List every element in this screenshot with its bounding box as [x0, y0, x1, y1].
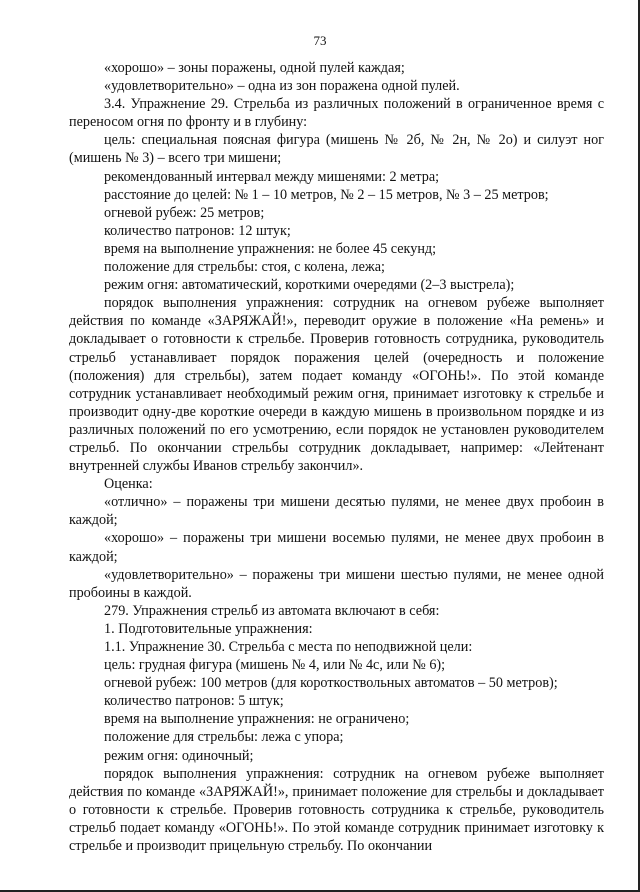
paragraph: огневой рубеж: 100 метров (для короткоствольных автоматов – 50 метров);	[104, 675, 558, 692]
paragraph: 1. Подготовительные упражнения:	[104, 620, 313, 637]
paragraph: 3.4. Упражнение 29. Стрельба из различных положений в ограниченное время с переносом огня по фронту и в глубину:	[69, 96, 604, 131]
paragraph: количество патронов: 5 штук;	[104, 693, 284, 710]
paragraph: «удовлетворительно» – поражены три мишени шестью пулями, не менее одной пробоины в каждой.	[69, 566, 604, 601]
page-number: 73	[313, 33, 327, 48]
paragraph: рекомендованный интервал между мишенями: 2 метра;	[104, 168, 440, 185]
paragraph: количество патронов: 12 штук;	[104, 222, 291, 239]
paragraph: «хорошо» – зоны поражены, одной пулей каждая;	[104, 60, 405, 76]
paragraph: 279. Упражнения стрельб из автомата включают в себя:	[104, 602, 440, 619]
paragraph: режим огня: одиночный;	[104, 747, 254, 764]
paragraph: положение для стрельбы: лежа с упора;	[104, 729, 344, 746]
paragraph: расстояние до целей: № 1 – 10 метров, № 2 – 15 метров, № 3 – 25 метров;	[104, 186, 549, 203]
paragraph: цель: специальная поясная фигура (мишень № 2б, № 2н, № 2о) и силуэт ног (мишень № 3) – всего три мишени;	[69, 132, 604, 167]
paragraph: порядок выполнения упражнения: сотрудник на огневом рубеже выполняет действия по команде «ЗАРЯЖАЙ!», переводит оружие в положение «На ремень» и докладывает о готовности к стрельбе. Проверив готовность сотрудника, руководитель стрельб устанавливает порядок поражения целей (очередность и положение (положения) для стрельбы), затем подает команду «ОГОНЬ!». По этой команде сотрудник устанавливает необходимый режим огня, принимает изготовку к стрельбе и производит одну-две короткие очереди в каждую мишень в произвольном порядке и из различных положений по его усмотрению, если порядок не установлен руководителем стрельб. По окончании стрельбы сотрудник докладывает, например: «Лейтенант внутренней службы Иванов стрельбу закончил».	[69, 295, 604, 475]
paragraph: цель: грудная фигура (мишень № 4, или № 4с, или № 6);	[104, 657, 446, 674]
paragraph: время на выполнение упражнения: не ограничено;	[104, 711, 410, 728]
paragraph: огневой рубеж: 25 метров;	[104, 204, 265, 221]
paragraph: «удовлетворительно» – одна из зон поражена одной пулей.	[104, 78, 460, 95]
paragraph: «хорошо» – поражены три мишени восемью пулями, не менее двух пробоин в каждой;	[69, 530, 604, 565]
document-body	[69, 59, 604, 855]
paragraph: «отлично» – поражены три мишени десятью пулями, не менее двух пробоин в каждой;	[69, 494, 604, 529]
paragraph: время на выполнение упражнения: не более 45 секунд;	[104, 240, 437, 257]
paragraph: положение для стрельбы: стоя, с колена, лежа;	[104, 259, 385, 276]
paragraph: Оценка:	[104, 476, 153, 493]
paragraph: порядок выполнения упражнения: сотрудник на огневом рубеже выполняет действия по команде «ЗАРЯЖАЙ!», принимает положение для стрельбы и докладывает о готовности к стрельбе. Проверив готовность сотрудника к стрельбе, руководитель стрельб подает команду «ОГОНЬ!». По этой команде сотрудник принимает изготовку к стрельбе и производит прицельную стрельбу. По окончании	[69, 765, 604, 855]
paragraph: 1.1. Упражнение 30. Стрельба с места по неподвижной цели:	[104, 639, 473, 655]
paragraph: режим огня: автоматический, короткими очередями (2–3 выстрела);	[104, 277, 515, 294]
